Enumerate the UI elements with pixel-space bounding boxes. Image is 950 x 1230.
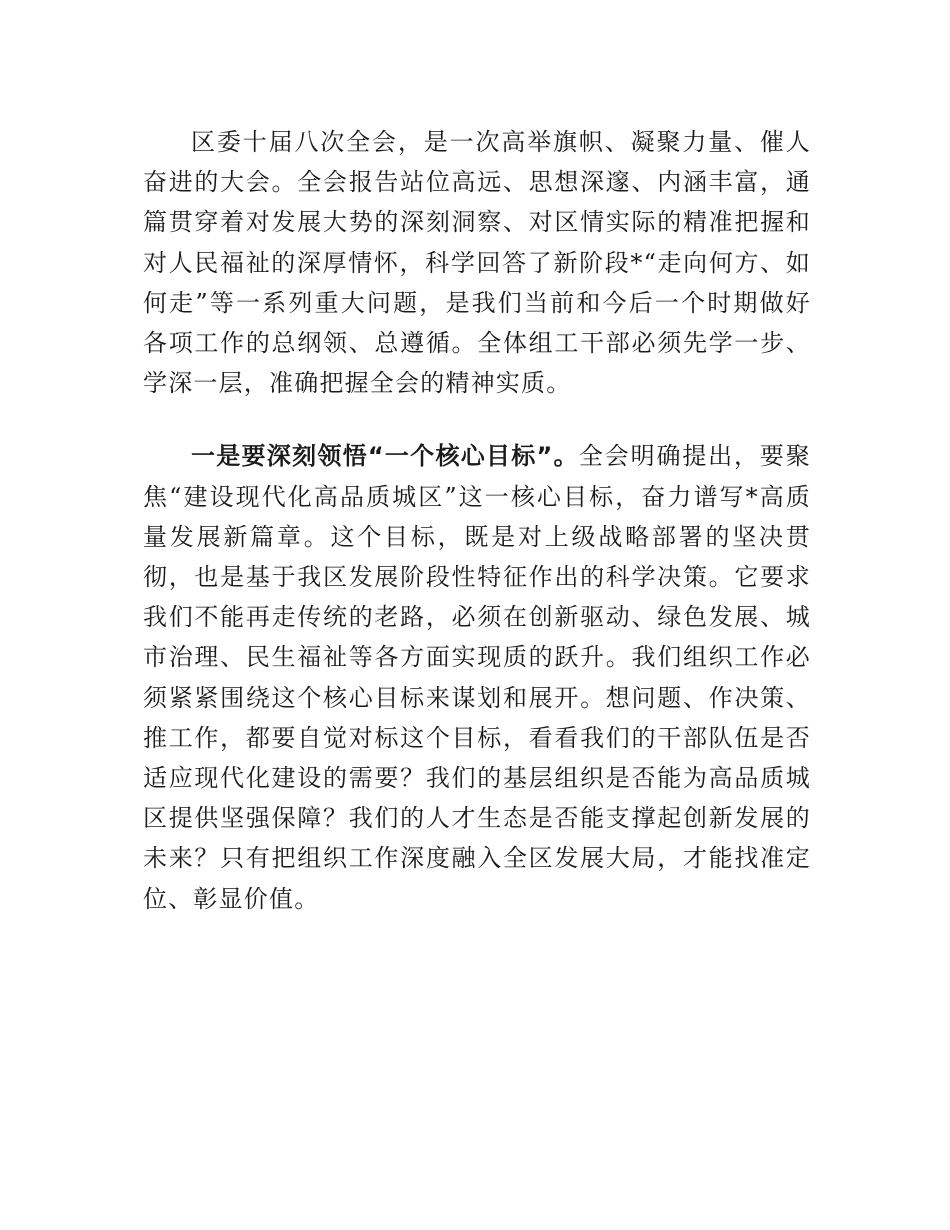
paragraph-text: 区委十届八次全会，是一次高举旗帜、凝聚力量、催人奋进的大会。全会报告站位高远、思想深邃、内涵丰富，通篇贯穿着对发展大势的深刻洞察、对区情实际的精准把握和对人民福祉的深厚情怀，科学回答了新阶段*“走向何方、如何走”等一系列重大问题，是我们当前和今后一个时期做好各项工作的总纲领、总遵循。全体组工干部必须先学一步、学深一层，准确把握全会的精神实质。 [143, 128, 811, 398]
paragraph-text: 全会明确提出，要聚焦“建设现代化高品质城区”这一核心目标，奋力谱写*高质量发展新篇章。这个目标，既是对上级战略部署的坚决贯彻，也是基于我区发展阶段性特征作出的科学决策。它要求我们不能再走传统的老路，必须在创新驱动、绿色发展、城市治理、民生福祉等各方面实现质的跃升。我们组织工作必须紧紧围绕这个核心目标来谋划和展开。想问题、作决策、推工作，都要自觉对标这个目标，看看我们的干部队伍是否适应现代化建设的需要？我们的基层组织是否能为高品质城区提供坚强保障？我们的人才生态是否能支撑起创新发展的未来？只有把组织工作深度融入全区发展大局，才能找准定位、彰显价值。 [143, 442, 811, 913]
document-page [143, 122, 811, 919]
paragraph-core-goal [143, 436, 811, 918]
paragraph-lead-heading: 一是要深刻领悟“一个核心目标”。 [191, 442, 579, 471]
paragraph-intro [143, 122, 811, 403]
